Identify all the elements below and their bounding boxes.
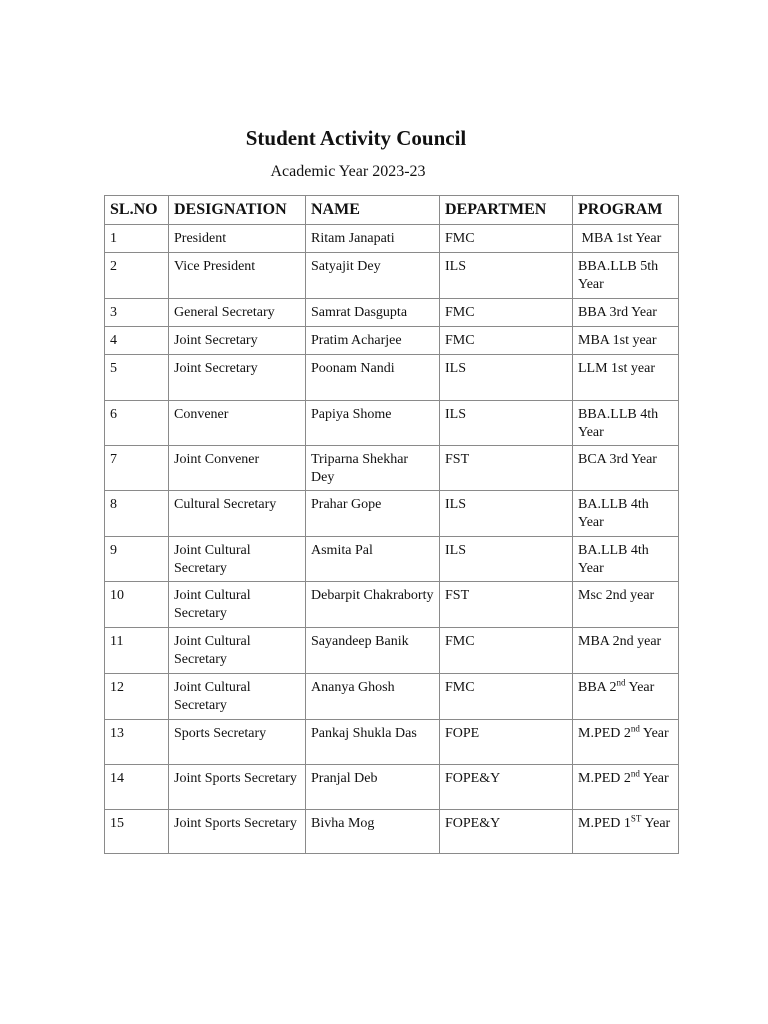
cell-department: FST — [440, 582, 573, 628]
cell-designation: Convener — [169, 401, 306, 446]
cell-designation: Joint Secretary — [169, 355, 306, 401]
cell-designation: Joint Cultural Secretary — [169, 674, 306, 720]
header-name: NAME — [306, 196, 440, 225]
program-prefix: M.PED 1 — [578, 816, 631, 831]
cell-designation: Joint Sports Secretary — [169, 765, 306, 810]
table-row — [105, 674, 679, 720]
cell-designation: General Secretary — [169, 299, 306, 327]
cell-department: FOPE — [440, 720, 573, 765]
cell-slno: 4 — [105, 327, 169, 355]
cell-slno: 1 — [105, 225, 169, 253]
cell-department: ILS — [440, 253, 573, 299]
cell-department: ILS — [440, 491, 573, 537]
program-superscript: nd — [616, 677, 626, 688]
cell-slno: 9 — [105, 537, 169, 582]
program-prefix: M.PED 2 — [578, 726, 631, 741]
cell-name: Satyajit Dey — [306, 253, 440, 299]
program-suffix: Year — [625, 680, 655, 695]
cell-name: Pranjal Deb — [306, 765, 440, 810]
cell-slno: 15 — [105, 810, 169, 854]
program-suffix: Year — [639, 726, 669, 741]
cell-program: Msc 2nd year — [573, 582, 679, 628]
program-superscript: nd — [630, 768, 640, 779]
cell-slno: 11 — [105, 628, 169, 674]
council-table — [104, 195, 679, 854]
cell-program: BBA 3rd Year — [573, 299, 679, 327]
header-department: DEPARTMEN — [440, 196, 573, 225]
table-row — [105, 253, 679, 299]
cell-program: BA.LLB 4th Year — [573, 537, 679, 582]
program-superscript: ST — [630, 813, 642, 824]
cell-designation: Joint Cultural Secretary — [169, 628, 306, 674]
table-row — [105, 765, 679, 810]
cell-program: BBA.LLB 5th Year — [573, 253, 679, 299]
cell-designation: Sports Secretary — [169, 720, 306, 765]
program-superscript: nd — [630, 723, 640, 734]
cell-program: MBA 1st Year — [573, 225, 679, 253]
cell-designation: Joint Cultural Secretary — [169, 537, 306, 582]
table-row — [105, 355, 679, 401]
cell-department: ILS — [440, 401, 573, 446]
cell-department: FMC — [440, 225, 573, 253]
cell-program: BA.LLB 4th Year — [573, 491, 679, 537]
cell-designation: Joint Convener — [169, 446, 306, 491]
cell-name: Samrat Dasgupta — [306, 299, 440, 327]
cell-slno: 10 — [105, 582, 169, 628]
program-suffix: Year — [641, 816, 671, 831]
cell-slno: 2 — [105, 253, 169, 299]
table-row — [105, 537, 679, 582]
table-row — [105, 720, 679, 765]
cell-program: MBA 2nd year — [573, 628, 679, 674]
cell-slno: 13 — [105, 720, 169, 765]
cell-program — [573, 810, 679, 854]
cell-designation: Vice President — [169, 253, 306, 299]
table-row — [105, 810, 679, 854]
cell-program — [573, 720, 679, 765]
cell-department: ILS — [440, 537, 573, 582]
cell-slno: 7 — [105, 446, 169, 491]
cell-slno: 5 — [105, 355, 169, 401]
cell-slno: 3 — [105, 299, 169, 327]
cell-name: Sayandeep Banik — [306, 628, 440, 674]
cell-designation: President — [169, 225, 306, 253]
program-ordinal — [578, 677, 626, 695]
program-ordinal — [578, 723, 640, 741]
cell-name: Ritam Janapati — [306, 225, 440, 253]
cell-department: FMC — [440, 674, 573, 720]
program-prefix: BBA 2 — [578, 680, 617, 695]
cell-slno: 6 — [105, 401, 169, 446]
cell-program — [573, 765, 679, 810]
cell-designation: Joint Secretary — [169, 327, 306, 355]
cell-program: LLM 1st year — [573, 355, 679, 401]
table-row — [105, 491, 679, 537]
cell-department: FMC — [440, 628, 573, 674]
table-row — [105, 327, 679, 355]
cell-department: FST — [440, 446, 573, 491]
cell-program — [573, 674, 679, 720]
cell-department: FOPE&Y — [440, 810, 573, 854]
table-row — [105, 225, 679, 253]
header-program: PROGRAM — [573, 196, 679, 225]
cell-name: Asmita Pal — [306, 537, 440, 582]
cell-name: Triparna Shekhar Dey — [306, 446, 440, 491]
table-row — [105, 299, 679, 327]
cell-program: MBA 1st year — [573, 327, 679, 355]
program-ordinal — [578, 813, 642, 831]
header-designation: DESIGNATION — [169, 196, 306, 225]
table-row — [105, 582, 679, 628]
program-suffix: Year — [639, 771, 669, 786]
cell-name: Pankaj Shukla Das — [306, 720, 440, 765]
cell-name: Bivha Mog — [306, 810, 440, 854]
document-subtitle: Academic Year 2023-23 — [270, 163, 426, 180]
cell-program: BBA.LLB 4th Year — [573, 401, 679, 446]
cell-name: Poonam Nandi — [306, 355, 440, 401]
table-header-row — [105, 196, 679, 225]
table-row — [105, 401, 679, 446]
cell-department: FOPE&Y — [440, 765, 573, 810]
program-ordinal — [578, 768, 640, 786]
cell-name: Ananya Ghosh — [306, 674, 440, 720]
document-title: Student Activity Council — [245, 126, 467, 150]
cell-program: BCA 3rd Year — [573, 446, 679, 491]
cell-slno: 8 — [105, 491, 169, 537]
cell-department: FMC — [440, 327, 573, 355]
cell-slno: 12 — [105, 674, 169, 720]
program-prefix: M.PED 2 — [578, 771, 631, 786]
cell-department: FMC — [440, 299, 573, 327]
cell-slno: 14 — [105, 765, 169, 810]
header-slno: SL.NO — [105, 196, 169, 225]
cell-designation: Joint Cultural Secretary — [169, 582, 306, 628]
table-row — [105, 446, 679, 491]
cell-name: Debarpit Chakraborty — [306, 582, 440, 628]
cell-name: Prahar Gope — [306, 491, 440, 537]
cell-designation: Joint Sports Secretary — [169, 810, 306, 854]
cell-name: Pratim Acharjee — [306, 327, 440, 355]
cell-department: ILS — [440, 355, 573, 401]
table-row — [105, 628, 679, 674]
cell-name: Papiya Shome — [306, 401, 440, 446]
cell-designation: Cultural Secretary — [169, 491, 306, 537]
